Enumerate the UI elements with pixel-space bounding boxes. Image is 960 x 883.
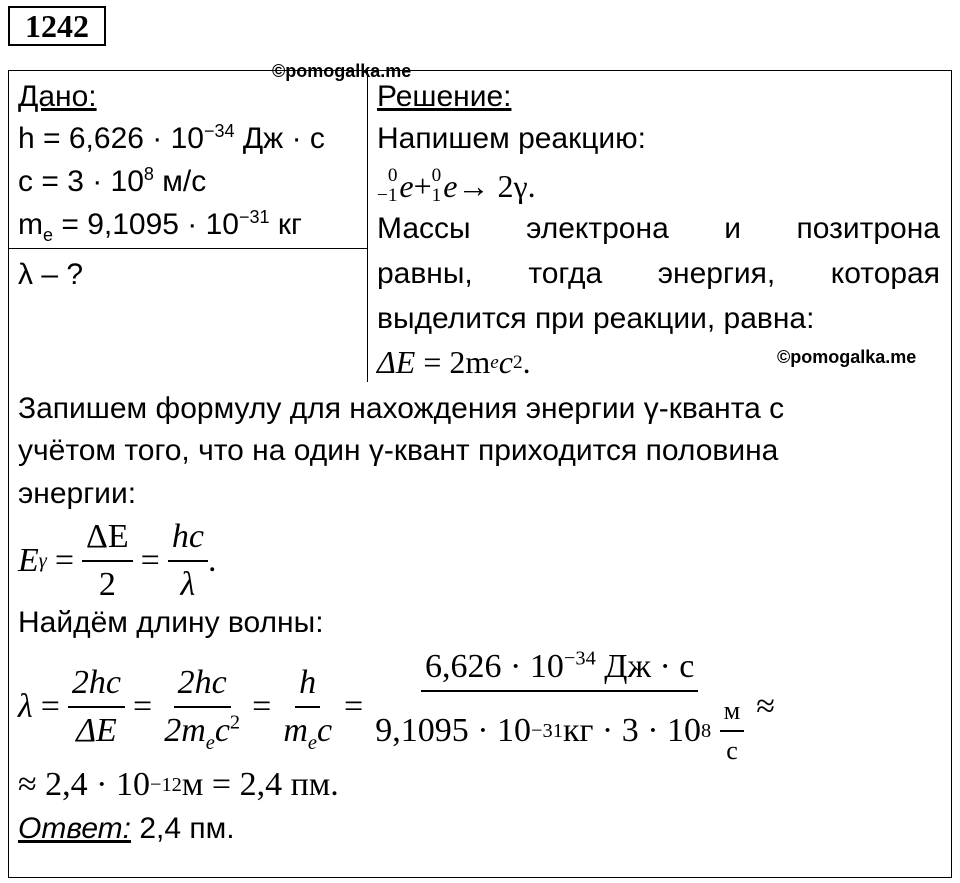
watermark: ©pomogalka.me <box>777 347 917 367</box>
formula-text-line: Запишем формулу для нахождения энергии γ-кванта с <box>18 392 785 425</box>
formula-text-line: энергии: <box>18 477 137 510</box>
fraction: $\frac{\Delta E}{2}$ <box>82 518 133 604</box>
solution-heading: Решение: <box>377 80 512 113</box>
result-line: ≈ 2,4 · 10 −12 м = 2,4 пм. <box>18 766 339 803</box>
solution-line-reaction: Напишем реакцию: <box>377 122 647 155</box>
fraction: $\frac{hc}{\lambda}$ <box>168 518 208 604</box>
fraction: $\frac{h}{m_ec}$ <box>283 664 333 754</box>
problem-number: 1242 <box>8 6 106 46</box>
given-planck: $h = 6,626 \cdot 10^{-34}$ Дж · с <box>18 121 325 155</box>
fraction: $\frac{2hc}{2m_ec^2}$ <box>164 664 241 754</box>
fraction: $\frac{2hc}{\Delta E}$ <box>68 664 125 750</box>
solution-paragraph-line: равны, тогда энергия, которая <box>377 257 940 290</box>
answer-value: 2,4 пм. <box>131 812 235 845</box>
fraction: $6,626 \cdot 10^{-34}$ Дж · с 9,1095 · 10 −31 кг · 3 · 10 8 $\frac{м}{с}$ <box>371 648 748 766</box>
reaction-equation: 0 −1 e + 0 1 e → 2γ. <box>377 165 536 207</box>
given-light-speed: $c = 3 \cdot 10^8$ м/с <box>18 164 207 198</box>
formula-text-line: учётом того, что на один γ-квант приходится половина <box>18 434 779 467</box>
answer <box>18 814 235 844</box>
given-separator <box>8 248 368 249</box>
given-heading: Дано: <box>18 80 97 113</box>
solution-paragraph-line: Массы электрона и позитрона <box>377 212 940 245</box>
solution-paragraph-line: выделится при реакции, равна: <box>377 302 815 335</box>
answer-label: Ответ: <box>18 812 131 845</box>
wavelength-text: Найдём длину волны: <box>18 606 324 639</box>
reaction-e2-indices: 0 1 <box>431 165 442 207</box>
energy-equation: ΔE = 2m e c 2 . <box>377 344 531 380</box>
given-electron-mass: $m_e = 9,1095 \cdot 10^{-31}$ кг <box>18 207 302 245</box>
reaction-e1-indices: 0 −1 <box>377 165 398 207</box>
given-find: λ – ? <box>18 258 84 291</box>
photon-energy-equation: E γ = $\frac{\Delta E}{2}$ = $\frac{hc}{\lambda}$ . <box>18 518 217 603</box>
wavelength-equation: λ = $\frac{2hc}{\Delta E}$ = $\frac{2hc}{2m_ec^2}$ = $\frac{h}{m_ec}$ = $6,626 \cdot 10^{-34}$ Дж · с 9,1095 · 10 −31 кг · 3 · 10 8 $\frac{м}{с}$ ≈ <box>18 647 775 765</box>
watermark: ©pomogalka.me <box>272 61 412 81</box>
unit-fraction: $\frac{м}{с}$ <box>720 696 744 766</box>
